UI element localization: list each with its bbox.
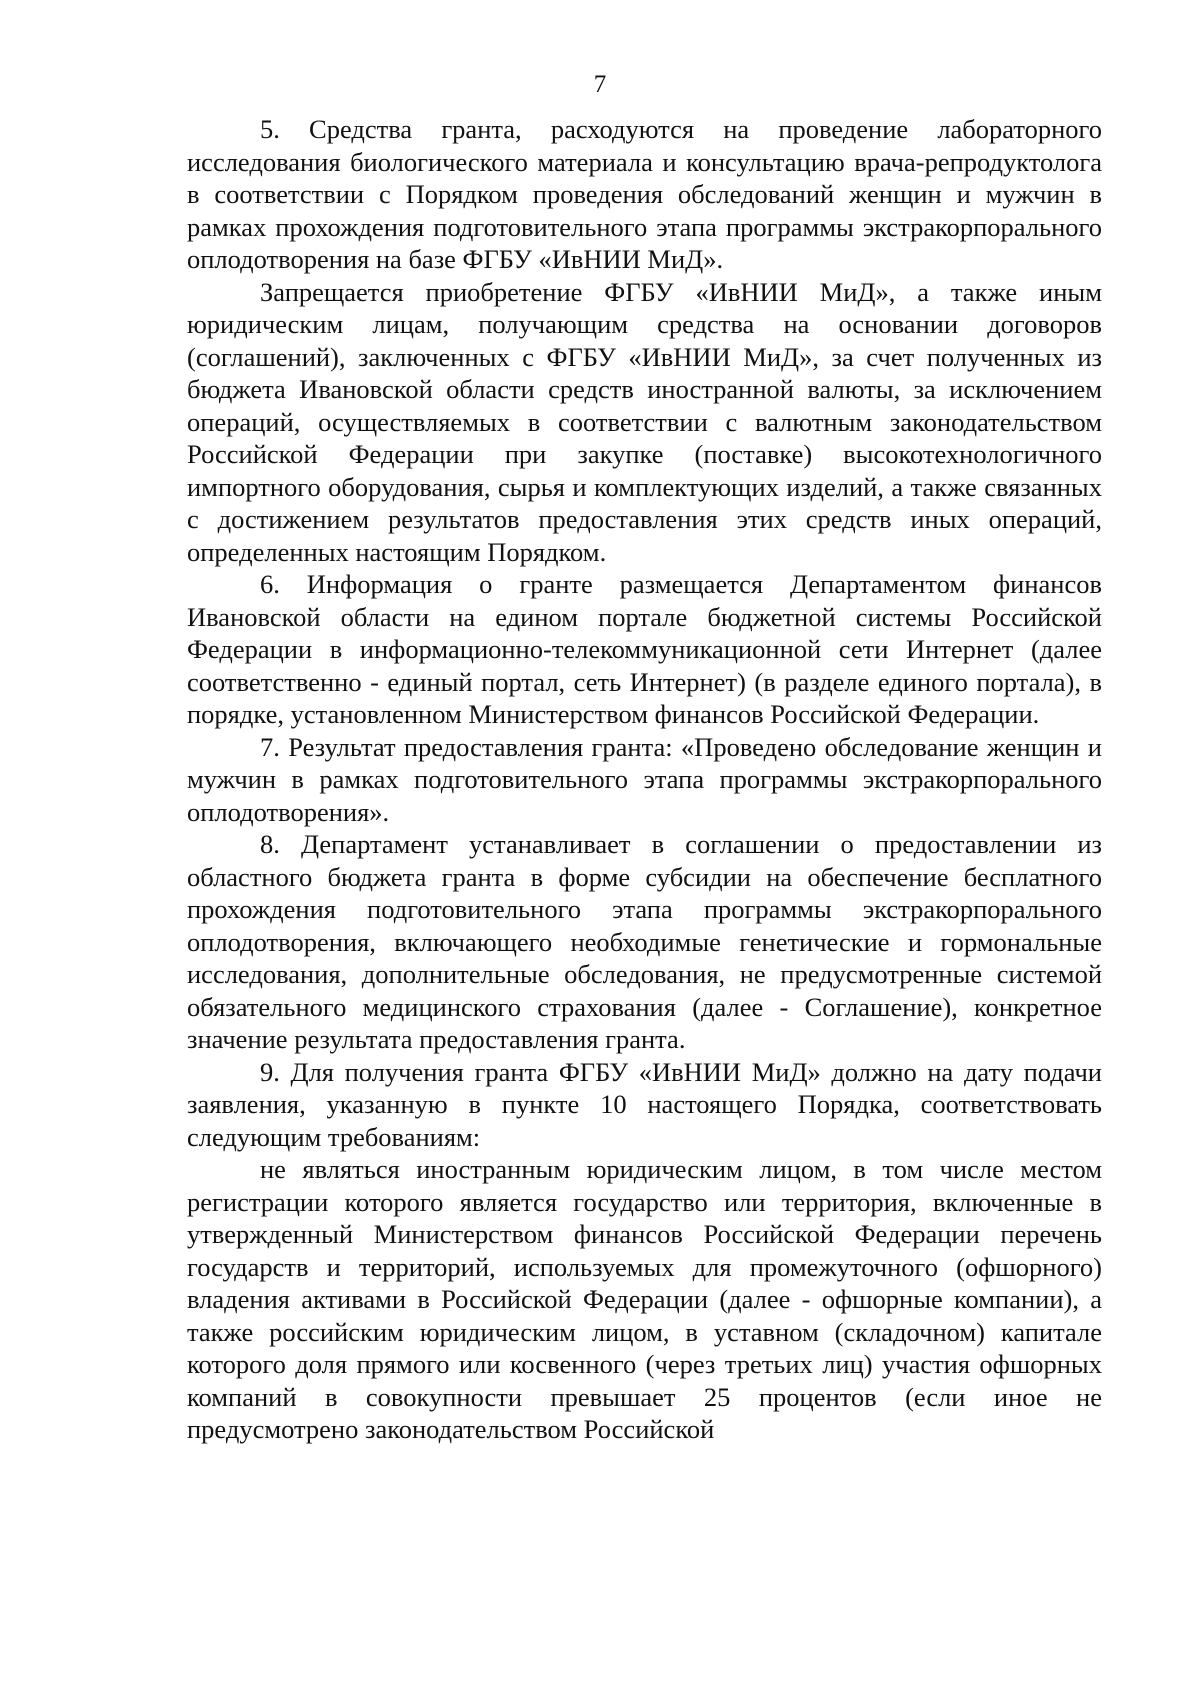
paragraph-item-9: 9. Для получения гранта ФГБУ «ИвНИИ МиД» должно на дату подачи заявления, указанную в пункте 10 настоящего Порядка, соответствовать следующим требованиям:: [187, 1056, 1102, 1152]
page-number: 7: [593, 71, 607, 98]
paragraph-item-8: 8. Департамент устанавливает в соглашении о предоставлении из областного бюджета гранта в форме субсидии на обеспечение бесплатного прохождения подготовительного этапа программы экстракорпорального оплодотворения, включающего необходимые генетические и гормональные исследования, дополнительные обследования, не предусмотренные системой обязательного медицинского страхования (далее - Соглашение), конкретное значение результата предоставления гранта.: [187, 829, 1102, 1054]
paragraph-foreign-currency-prohibition: Запрещается приобретение ФГБУ «ИвНИИ МиД», а также иным юридическим лицам, получающим средства на основании договоров (соглашений), заключенных с ФГБУ «ИвНИИ МиД», за счет полученных из бюджета Ивановской области средств иностранной валюты, за исключением операций, осуществляемых в соответствии с валютным законодательством Российской Федерации при закупке (поставке) высокотехнологичного импортного оборудования, сырья и комплектующих изделий, а также связанных с достижением результатов предоставления этих средств иных операций, определенных настоящим Порядком.: [187, 276, 1102, 567]
paragraph-item-5: 5. Средства гранта, расходуются на проведение лабораторного исследования биологического материала и консультацию врача-репродуктолога в соответствии с Порядком проведения обследований женщин и мужчин в рамках прохождения подготовительного этапа программы экстракорпорального оплодотворения на базе ФГБУ «ИвНИИ МиД».: [187, 114, 1102, 274]
document-body: [187, 113, 1102, 1446]
paragraph-requirement-not-foreign-entity: не являться иностранным юридическим лицом, в том числе местом регистрации которого является государство или территория, включенные в утвержденный Министерством финансов Российской Федерации перечень государств и территорий, используемых для промежуточного (офшорного) владения активами в Российской Федерации (далее - офшорные компании), а также российским юридическим лицом, в уставном (складочном) капитале которого доля прямого или косвенного (через третьих лиц) участия офшорных компаний в совокупности превышает 25 процентов (если иное не предусмотрено законодательством Российской: [187, 1154, 1102, 1444]
paragraph-item-6: 6. Информация о гранте размещается Департаментом финансов Ивановской области на едином портале бюджетной системы Российской Федерации в информационно-телекоммуникационной сети Интернет (далее соответственно - единый портал, сеть Интернет) (в разделе единого портала), в порядке, установленном Министерством финансов Российской Федерации.: [187, 569, 1102, 729]
paragraph-item-7: 7. Результат предоставления гранта: «Проведено обследование женщин и мужчин в рамках подготовительного этапа программы экстракорпорального оплодотворения».: [187, 731, 1102, 827]
